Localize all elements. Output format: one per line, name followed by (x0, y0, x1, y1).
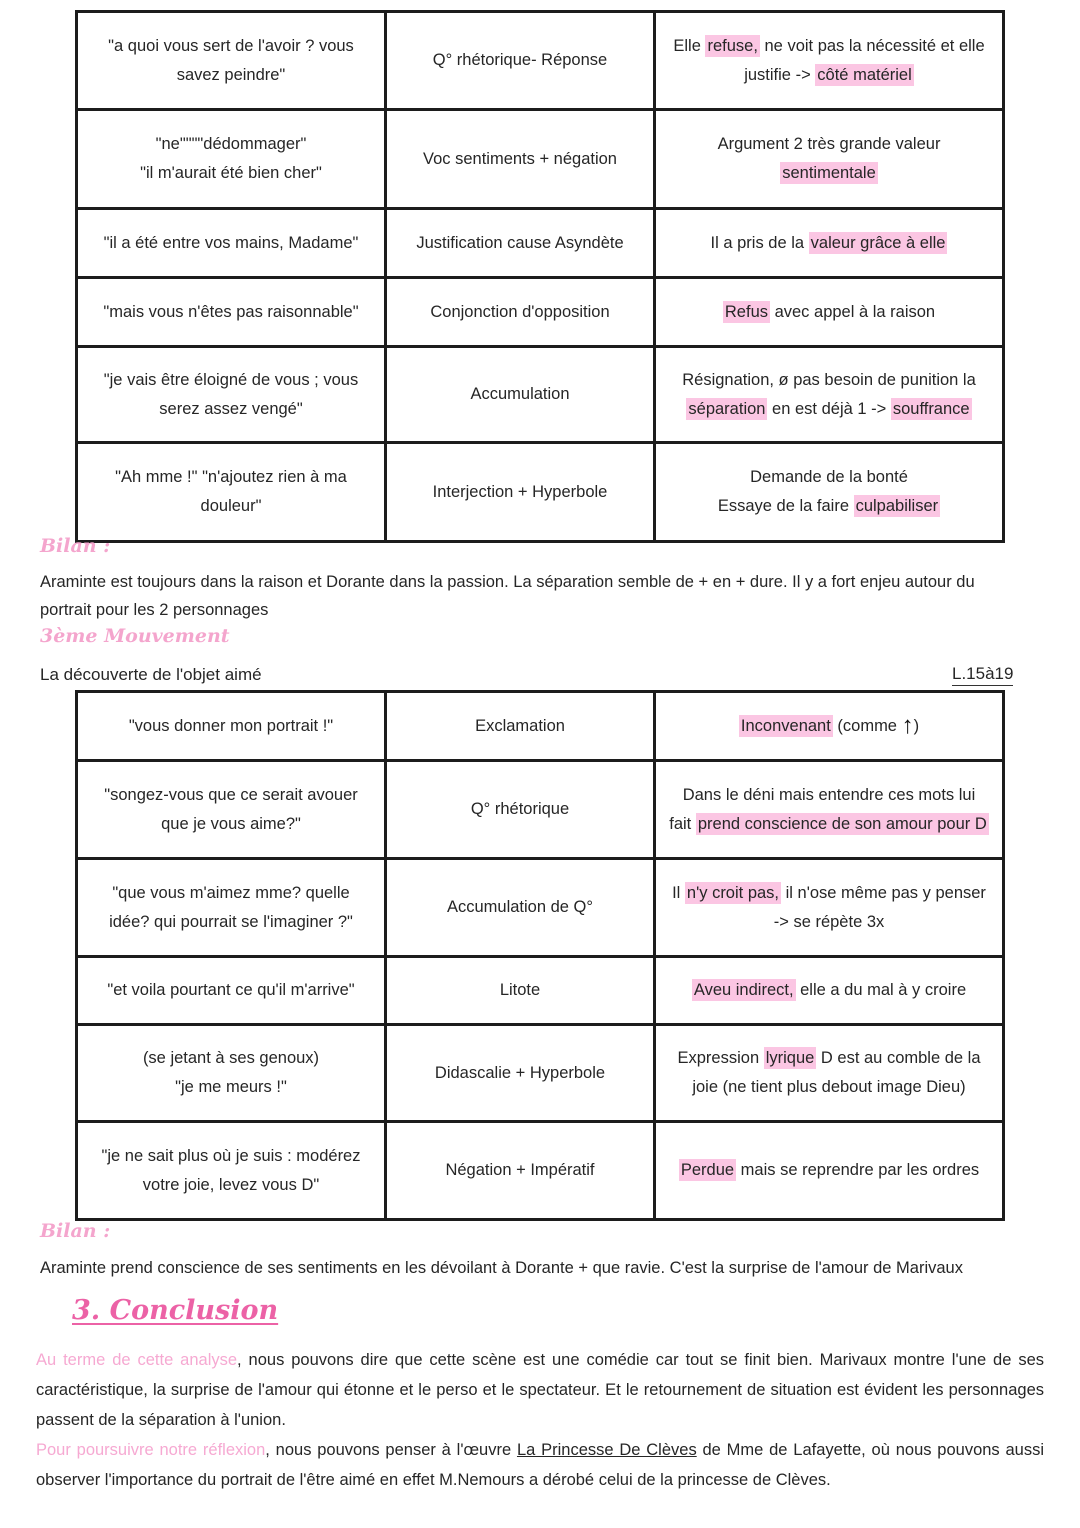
line-reference: L.15à19 (952, 663, 1013, 686)
analysis-text: Argument 2 très grande valeur (717, 135, 941, 153)
movement2-analysis-table (75, 10, 1005, 543)
conclusion-text: de Mme de Lafayette, où nous pouvons aussi observer l'importance du portrait de l'être aimé en effet M.Nemours a dérobé celui de la princesse de Clèves. (36, 1441, 1044, 1489)
analysis-line (711, 229, 948, 258)
analysis-line (718, 492, 940, 521)
quote-line: "je me meurs !" (175, 1078, 287, 1096)
bilan-2-text: Araminte prend conscience de ses sentiments en les dévoilant à Dorante + que ravie. C'est la surprise de l'amour de Marivaux (40, 1259, 963, 1277)
analysis-cell (656, 279, 1002, 345)
analysis-cell (656, 1123, 1002, 1218)
figure-of-speech: Voc sentiments + négation (422, 149, 617, 168)
highlighted-text: n'y croit pas, (686, 883, 780, 902)
quote-cell (78, 111, 387, 207)
figure-of-speech: Litote (499, 981, 541, 999)
figure-of-speech: Accumulation de Q° (446, 898, 593, 916)
table-row (78, 690, 1002, 759)
transition-phrase: Pour poursuivre notre réflexion (36, 1441, 266, 1459)
movement3-heading: 3ème Mouvement (40, 625, 230, 647)
analysis-line (692, 1073, 965, 1102)
analysis-line (718, 130, 941, 159)
highlighted-text: Inconvenant (740, 716, 831, 735)
analysis-text: mais se reprendre par les ordres (736, 1161, 980, 1179)
quote-cell (78, 958, 387, 1023)
analysis-text: elle a du mal à y croire (795, 981, 967, 999)
figure-cell (387, 279, 656, 345)
quote-line: "je vais être éloigné de vous ; vous (103, 370, 359, 389)
bilan-1-label: Bilan : (40, 535, 111, 557)
quote-cell (78, 13, 387, 108)
quote-cell (78, 693, 387, 759)
bilan-1-text: Araminte est toujours dans la raison et Dorante dans la passion. La séparation semble de + en + dure. Il y a fort enjeu autour du portrait pour les 2 personnages (40, 573, 975, 619)
analysis-line (682, 366, 976, 395)
figure-of-speech: Conjonction d'opposition (430, 302, 610, 321)
analysis-text: ne voit pas la nécessité et elle (759, 36, 985, 55)
analysis-line (723, 298, 935, 327)
highlighted-text: Aveu indirect, (693, 981, 794, 999)
table-row (78, 108, 1002, 207)
analysis-cell (656, 348, 1002, 441)
analysis-line (686, 395, 971, 424)
analysis-line (744, 61, 914, 90)
table-row (78, 345, 1002, 441)
analysis-line (673, 32, 984, 61)
transition-phrase: Au terme de cette analyse (36, 1351, 238, 1369)
quote-cell (78, 860, 387, 955)
table-row (78, 1120, 1002, 1218)
figure-cell (387, 1123, 656, 1218)
figure-of-speech: Didascalie + Hyperbole (434, 1063, 606, 1082)
analysis-line (692, 976, 966, 1005)
analysis-line (678, 1044, 981, 1073)
analysis-cell (656, 13, 1002, 108)
analysis-text: -> se répète 3x (773, 912, 885, 931)
conclusion-paragraph (36, 1435, 1044, 1495)
analysis-text: Expression (677, 1049, 764, 1067)
highlighted-text: lyrique (765, 1049, 815, 1067)
highlighted-text: sentimentale (782, 164, 876, 182)
analysis-text: (comme (832, 716, 902, 735)
figure-of-speech: Interjection + Hyperbole (432, 482, 608, 501)
analysis-text: il n'ose même pas y penser (781, 883, 986, 902)
table-row (78, 759, 1002, 857)
table-row (78, 276, 1002, 345)
quote-cell (78, 762, 387, 857)
figure-of-speech: Q° rhétorique- Réponse (432, 51, 608, 69)
analysis-line (669, 810, 989, 839)
analysis-cell (656, 762, 1002, 857)
analysis-text: Résignation, ø pas besoin de punition la (682, 370, 976, 389)
highlighted-text: prend conscience de son amour pour D (697, 814, 987, 833)
figure-cell (387, 860, 656, 955)
analysis-cell (656, 1026, 1002, 1120)
quote-line: que je vous aime?" (161, 814, 301, 833)
highlighted-text: côté matériel (817, 65, 912, 84)
analysis-cell (656, 860, 1002, 955)
quote-line: idée? qui pourrait se l'imaginer ?" (109, 912, 353, 931)
figure-cell (387, 210, 656, 276)
figure-of-speech: Q° rhétorique (470, 800, 570, 818)
quote-line: votre joie, levez vous D" (142, 1175, 320, 1194)
analysis-text: en est déjà 1 -> (767, 399, 891, 418)
quote-cell (78, 444, 387, 540)
bilan-2-label: Bilan : (40, 1220, 111, 1242)
up-arrow-icon: ↑ (901, 711, 914, 739)
figure-of-speech: Exclamation (475, 716, 565, 735)
analysis-text: Demande de la bonté (750, 468, 908, 486)
analysis-text: Elle (673, 36, 706, 55)
highlighted-text: Perdue (680, 1161, 735, 1179)
figure-cell (387, 348, 656, 441)
quote-cell (78, 1026, 387, 1120)
highlighted-text: culpabiliser (855, 497, 939, 515)
quote-line: "et voila pourtant ce qu'il m'arrive" (107, 981, 355, 999)
conclusion-body (36, 1345, 1044, 1495)
table-row (78, 10, 1002, 108)
analysis-cell (656, 111, 1002, 207)
analysis-text: Il (672, 883, 685, 902)
quote-line: "songez-vous que ce serait avouer (104, 785, 358, 804)
quote-line: "Ah mme !" "n'ajoutez rien à ma (115, 468, 347, 486)
analysis-text: Dans le déni mais entendre ces mots lui (682, 785, 976, 804)
analysis-cell (656, 210, 1002, 276)
figure-cell (387, 762, 656, 857)
highlighted-text: souffrance (892, 399, 970, 418)
analysis-text: justifie -> (744, 65, 816, 84)
analysis-cell (656, 693, 1002, 759)
quote-line: (se jetant à ses genoux) (142, 1049, 320, 1067)
analysis-text: joie (ne tient plus debout image Dieu) (692, 1078, 966, 1096)
quote-line: serez assez vengé" (159, 399, 303, 418)
highlighted-text: Refus (724, 302, 768, 321)
conclusion-text: , nous pouvons penser à l'œuvre (265, 1441, 517, 1459)
analysis-line (780, 159, 878, 188)
quote-line: "a quoi vous sert de l'avoir ? vous (108, 36, 354, 55)
conclusion-text: , nous pouvons dire que cette scène est une comédie car tout se finit bien. Marivaux montre l'une de ses caractéristique, la surprise de l'amour qui étonne et le perso et le spectateur. Et le retournement de situation est évident les personnages passent de la séparation à l'union. (36, 1351, 1044, 1429)
quote-line: "ne""""dédommager" (155, 135, 307, 153)
highlighted-text: refuse, (707, 36, 758, 55)
quote-cell (78, 1123, 387, 1218)
analysis-text: avec appel à la raison (770, 302, 936, 321)
figure-of-speech: Accumulation (470, 385, 570, 403)
conclusion-heading: 3. Conclusion (72, 1295, 279, 1326)
figure-of-speech: Négation + Impératif (445, 1161, 595, 1179)
quote-cell (78, 279, 387, 345)
quote-line: "je ne sait plus où je suis : modérez (101, 1146, 361, 1165)
table-row (78, 857, 1002, 955)
highlighted-text: valeur grâce à elle (810, 233, 946, 252)
analysis-line (750, 463, 908, 492)
analysis-text: D est au comble de la (816, 1049, 981, 1067)
table-row (78, 955, 1002, 1023)
analysis-text: Essaye de la faire (717, 497, 854, 515)
figure-of-speech: Justification cause Asyndète (416, 233, 624, 252)
table-row (78, 207, 1002, 276)
book-title: La Princesse De Clèves (516, 1441, 697, 1459)
quote-line: "il m'aurait été bien cher" (140, 164, 322, 182)
figure-cell (387, 444, 656, 540)
quote-line: "mais vous n'êtes pas raisonnable" (103, 302, 359, 321)
analysis-text: fait (669, 814, 696, 833)
figure-cell (387, 958, 656, 1023)
quote-line: "que vous m'aimez mme? quelle (112, 883, 350, 902)
movement3-analysis-table (75, 690, 1005, 1221)
quote-cell (78, 348, 387, 441)
quote-line: "il a été entre vos mains, Madame" (103, 233, 359, 252)
analysis-line (672, 879, 986, 908)
figure-cell (387, 13, 656, 108)
figure-cell (387, 1026, 656, 1120)
analysis-line (683, 781, 976, 810)
analysis-text: Il a pris de la (710, 233, 809, 252)
analysis-cell (656, 444, 1002, 540)
highlighted-text: séparation (688, 399, 766, 418)
quote-cell (78, 210, 387, 276)
table-row (78, 441, 1002, 540)
movement3-subtitle: La découverte de l'objet aimé (40, 665, 262, 684)
analysis-line (679, 1156, 979, 1185)
analysis-line (774, 908, 885, 937)
analysis-cell (656, 958, 1002, 1023)
figure-cell (387, 111, 656, 207)
analysis-line (739, 712, 919, 741)
quote-line: douleur" (200, 497, 262, 515)
conclusion-paragraph (36, 1345, 1044, 1435)
table-row (78, 1023, 1002, 1120)
quote-line: savez peindre" (176, 65, 286, 84)
figure-cell (387, 693, 656, 759)
analysis-text: ) (913, 716, 920, 735)
quote-line: "vous donner mon portrait !" (128, 716, 334, 735)
